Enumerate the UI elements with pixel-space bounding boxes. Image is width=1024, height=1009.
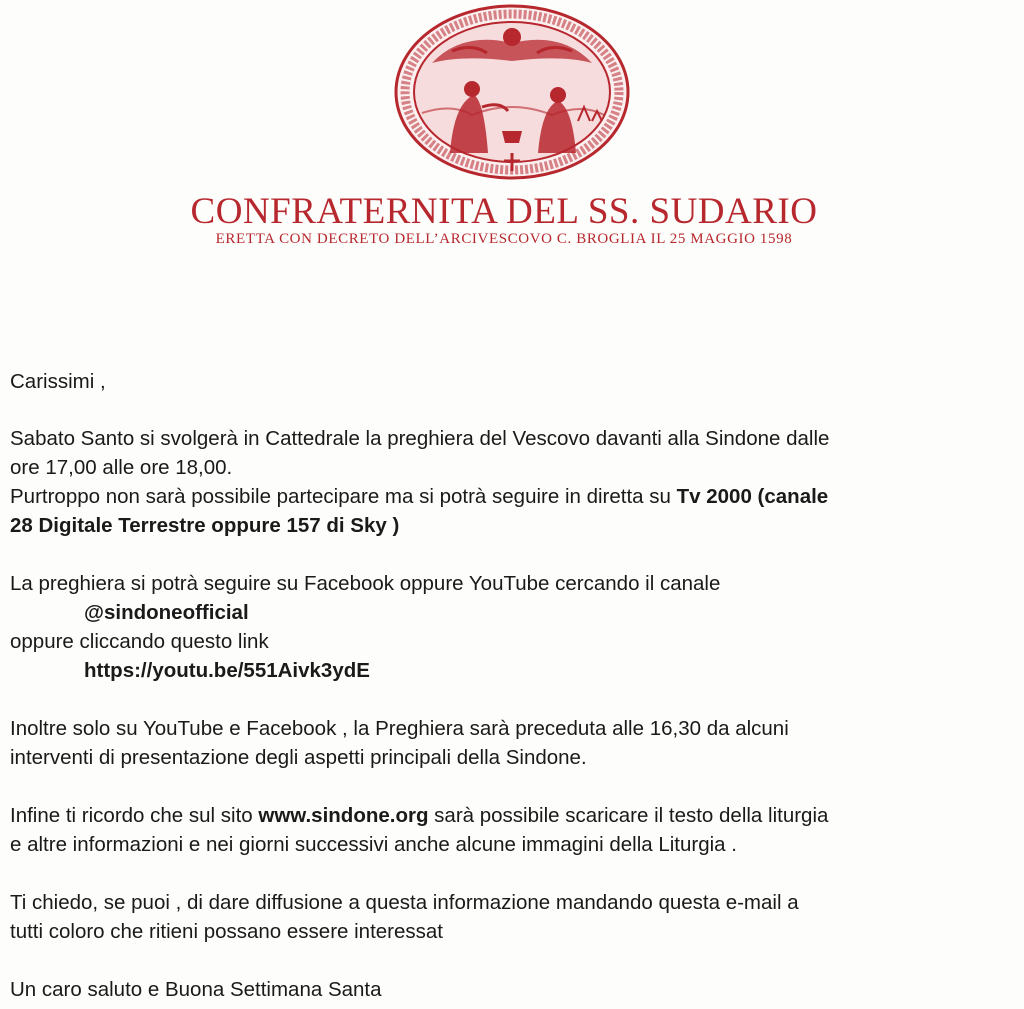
paragraph-line bbox=[10, 801, 828, 830]
greeting: Carissimi , bbox=[10, 370, 106, 393]
paragraph-line-bold bbox=[10, 511, 399, 540]
paragraph-line: La preghiera si potrà seguire su Facebook oppure YouTube cercando il canale bbox=[10, 572, 721, 595]
confraternity-seal bbox=[392, 3, 632, 181]
channel-handle bbox=[84, 598, 249, 627]
tv-channel-details: 28 Digitale Terrestre oppure 157 di Sky ) bbox=[10, 514, 400, 537]
paragraph-line: Ti chiedo, se puoi , di dare diffusione a questa informazione mandando questa e-mail a bbox=[10, 891, 799, 914]
organization-subtitle: ERETTA CON DECRETO DELL’ARCIVESCOVO C. BROGLIA IL 25 MAGGIO 1598 bbox=[215, 231, 793, 247]
paragraph-text: Purtroppo non sarà possibile partecipare ma si potrà seguire in diretta su bbox=[10, 485, 677, 508]
website-link[interactable]: www.sindone.org bbox=[258, 804, 429, 827]
paragraph-line: Sabato Santo si svolgerà in Cattedrale la preghiera del Vescovo davanti alla Sindone dalle bbox=[10, 427, 830, 450]
paragraph-line: oppure cliccando questo link bbox=[10, 630, 269, 653]
paragraph-text: sarà possibile scaricare il testo della liturgia bbox=[428, 804, 829, 827]
paragraph-line: tutti coloro che ritieni possano essere interessat bbox=[10, 920, 444, 943]
channel-handle-text: @sindoneofficial bbox=[84, 601, 249, 624]
paragraph-line bbox=[10, 482, 828, 511]
paragraph-line: ore 17,00 alle ore 18,00. bbox=[10, 456, 233, 479]
paragraph-line: interventi di presentazione degli aspetti principali della Sindone. bbox=[10, 746, 587, 769]
closing: Un caro saluto e Buona Settimana Santa bbox=[10, 978, 382, 1001]
paragraph-line: e altre informazioni e nei giorni successivi anche alcune immagini della Liturgia . bbox=[10, 833, 737, 856]
tv-channel-bold: Tv 2000 (canale bbox=[676, 485, 829, 508]
paragraph-line: Inoltre solo su YouTube e Facebook , la Preghiera sarà preceduta alle 16,30 da alcuni bbox=[10, 717, 789, 740]
youtube-link-text[interactable]: https://youtu.be/551Aivk3ydE bbox=[84, 659, 370, 682]
youtube-link[interactable] bbox=[84, 656, 370, 685]
organization-name: CONFRATERNITA DEL SS. SUDARIO bbox=[190, 191, 818, 232]
paragraph-text: Infine ti ricordo che sul sito bbox=[10, 804, 259, 827]
